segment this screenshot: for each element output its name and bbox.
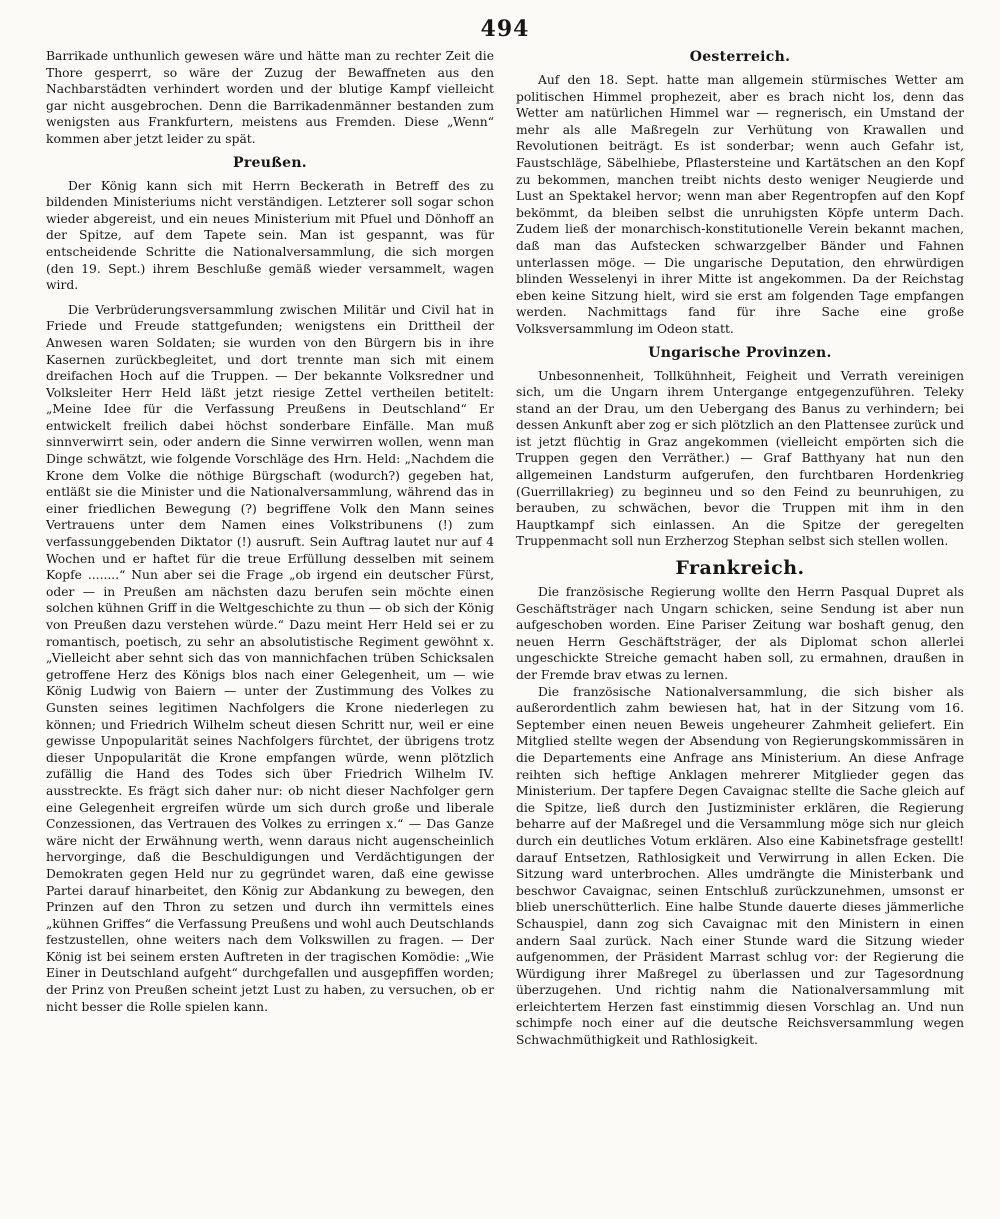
paragraph-dupret: Die französische Regierung wollte den Herrn Pasqual Dupret als Geschäftsträger nach Ungarn schicken, seine Sendung ist aber nun aufgeschoben worden. Eine Pariser Zeitung war boshaft genug, den neuen Herrn Geschäftsträger, der als Diplomat schon allerlei ungeschickte Streiche gemacht haben soll, zu ermahnen, draußen in der Fremde brav etwas zu lernen.: [516, 585, 964, 682]
heading-oesterreich: Oesterreich.: [689, 49, 791, 65]
heading-frankreich: Frankreich.: [675, 557, 805, 580]
paragraph-ungarn: Unbesonnenheit, Tollkühnheit, Feigheit und Verrath vereinigen sich, um die Ungarn ihrem Untergange entgegenzuführen. Teleky stand an der Drau, um den Uebergang des Banus zu verhindern; bei dessen Ankunft aber zog er sich plötzlich an den Plattensee zurück und ist jetzt flüchtig in Graz angekommen (vielleicht empörten sich die Truppen gegen den Verräther.) — Graf Batthyany hat nun den allgemeinen Landsturm aufgerufen, den furchtbaren Hordenkrieg (Guerrillakrieg) zu beginneu und so den Feind zu beunruhigen, zu berauben, zu schwächen, bevor die Truppen mit ihm in den Hauptkampf sich einlassen. An die Spitze der geregelten Truppenmacht soll nun Erzherzog Stephan selbst sich stellen wollen.: [516, 368, 964, 549]
paragraph-verbruederung: Die Verbrüderungsversammlung zwischen Militär und Civil hat in Friede und Freude stattgefunden; wenigstens ein Drittheil der Anwesen waren Soldaten; sie wurden von den Bürgern bis in ihre Kasernen zurückbegleitet, und dort trennte man sich mit einem dreifachen Hoch auf die Truppen. — Der bekannte Volksredner und Volksleiter Herr Held läßt jetzt riesige Zettel vertheilen betitelt: „Meine Idee für die Verfassung Preußens in Deutschland“ Er entwickelt freilich dabei höchst sonderbare Einfälle. Man muß sinnverwirrt sein, oder andern die Sinne verwirren wollen, wenn man Dinge schwätzt, wie folgende Vorschläge des Hrn. Held: „Nachdem die Krone dem Volke die nöthige Bürgschaft (wodurch?) gegeben hat, entläßt sie die Minister und die Nationalversammlung, während das in einer friedlichen Bewegung (?) begriffene Volk den Mann seines Vertrauens unter dem Namen eines Volkstribunens (!) zum verfassunggebenden Diktator (!) ausruft. Sein Auftrag lautet nur auf 4 Wochen und er haftet für die treue Erfüllung desselben mit seinem Kopfe ........“ Nun aber sei die Frage „ob irgend ein deutscher Fürst, oder — in Preußen am nächsten dazu berufen sein möchte einen solchen kühnen Griff in die Weltgeschichte zu thun — ob sich der König von Preußen dazu verstehen würde.“ Dazu meint Herr Held sei er zu romantisch, poetisch, zu sehr an absolutistische Regiment gewöhnt x. „Vielleicht aber sehnt sich das von mannichfachen trüben Schicksalen getroffene Herz des Königs blos nach einer Gelegenheit, um — wie König Ludwig von Baiern — unter der Zustimmung des Volkes zu Gunsten seines legitimen Nachfolgers die Krone niederlegen zu können; und Friedrich Wilhelm scheut diesen Schritt nur, weil er eine gewisse Unpopularität seines Nachfolgers fürchtet, der übrigens trotz dieser Unpopularität die Krone empfangen würde, wenn plötzlich zufällig die Hand des Todes sich über Friedrich Wilhelm IV. ausstreckte. Es frägt sich daher nur: ob nicht dieser Nachfolger gern eine Gelegenheit ergreifen würde um sich durch große und liberale Conzessionen, das Vertrauen des Volkes zu erringen x.“ — Das Ganze wäre nicht der Erwähnung werth, wenn daraus nicht augenscheinlich hervorginge, daß die Beschuldigungen und Verdächtigungen der Demokraten gegen Held nur zu gegründet waren, daß eine gewisse Partei darauf hinarbeitet, den König zur Abdankung zu bewegen, den Prinzen auf den Thron zu setzen und durch ihn vermittels eines „kühnen Griffes“ die Verfassung Preußens und wohl auch Deutschlands festzustellen, ohne weiters nach dem Volkswillen zu fragen. — Der König ist bei seinem ersten Auftreten in der tragischen Komödie: „Wie Einer in Deutschland aufgeht“ durchgefallen und ausgepfiffen worden; der Prinz von Preußen scheint jetzt Lust zu haben, zu versuchen, ob er nicht besser die Rolle spielen kann.: [46, 302, 495, 1014]
paragraph-nationalversammlung: Die französische Nationalversammlung, die sich bisher als außerordentlich zahm bewiesen hat, hat in der Sitzung vom 16. September einen neuen Beweis ungeheurer Zahmheit geliefert. Ein Mitglied stellte wegen der Absendung von Regierungskommissären in die Departements eine Anfrage ans Ministerium. An diese Anfrage reihten sich heftige Anklagen mehrerer Mitglieder gegen das Ministerium. Der tapfere Degen Cavaignac stellte die Sache gleich auf die Spitze, ließ durch den Justizminister erklären, die Regierung beharre auf der Maßregel und die Versammlung möge sich nur gleich durch ein deutliches Votum erklären. Also eine Kabinetsfrage gestellt! darauf Entsetzen, Rathlosigkeit und Verwirrung in allen Ecken. Die Sitzung ward unterbrochen. Alles umdrängte die Ministerbank und beschwor Cavaignac, seinen Entschluß zurückzunehmen, umsonst er blieb unerschütterlich. Eine halbe Stunde dauerte dieses jämmerliche Schauspiel, dann zog sich Cavaignac mit den Ministern in einen andern Saal zurück. Nach einer Stunde ward die Sitzung wieder aufgenommen, der Präsident Marrast schlug vor: der Regierung die Würdigung ihrer Maßregel zu überlassen und zur Tagesordnung überzugehen. Und richtig nahm die Nationalversammlung mit erleichtertem Herzen fast einstimmig diesen Vorschlag an. Und nun schimpfe noch einer auf die deutsche Reichsversammlung wegen Schwachmüthigkeit und Rathlosigkeit.: [516, 684, 964, 1048]
paragraph-18-sept: Auf den 18. Sept. hatte man allgemein stürmisches Wetter am politischen Himmel prophezeit, aber es brach nicht los, denn das Wetter am natürlichen Himmel war — regnerisch, ein Umstand der mehr als alle Maßregeln zur Verhütung von Krawallen und Revolutionen beiträgt. Es ist sonderbar; wenn auch Gefahr ist, Faustschläge, Säbelhiebe, Pflastersteine und Kartätschen an den Kopf zu bekommen, manchen treibt nichts desto weniger Neugierde und Lust an Spektakel hervor; wenn man aber Regentropfen auf den Kopf bekömmt, da bleiben selbst die unruhigsten Köpfe unterm Dach. Zudem ließ der monarchisch-konstitutionelle Verein bekannt machen, daß man das Aufstecken schwarzgelber Bänder und Fahnen unterlassen möge. — Die ungarische Deputation, den ehrwürdigen blinden Wesselenyi in ihrer Mitte ist angekommen. Da der Reichstag eben keine Sitzung hielt, wird sie erst am folgenden Tage empfangen werden. Nachmittags fand für ihre Sache eine große Volksversammlung im Odeon statt.: [516, 73, 964, 336]
right-column: [516, 48, 964, 1049]
spacer: [46, 294, 494, 302]
heading-ungarische-provinzen: Ungarische Provinzen.: [648, 344, 832, 361]
paragraph-barricade: Barrikade unthunlich gewesen wäre und hätte man zu rechter Zeit die Thore gesperrt, so wäre der Zuzug der Bewaffneten aus den Nachbarstädten verhindert worden und der blutige Kampf vielleicht gar nicht ausgebrochen. Denn die Barrikadenmänner bestanden zum wenigsten aus Frankfurtern, meistens aus Fremden. Diese „Wenn“ kommen aber jetzt leider zu spät.: [46, 49, 494, 146]
left-column: [46, 48, 494, 1049]
article-columns: [46, 48, 964, 1049]
page-number: 494: [480, 16, 530, 42]
paragraph-king-beckerath: Der König kann sich mit Herrn Beckerath in Betreff des zu bildenden Ministeriums nicht verständigen. Letzterer soll sogar schon wieder abgereist, und ein neues Ministerium mit Pfuel und Dönhoff an der Spitze, auf dem Tapete sein. Man ist gespannt, was für entscheidende Schritte die Nationalversammlung, die sich morgen (den 19. Sept.) ihrem Beschluße gemäß wieder versammelt, wagen wird.: [46, 178, 494, 293]
heading-preussen: Preußen.: [233, 154, 307, 171]
